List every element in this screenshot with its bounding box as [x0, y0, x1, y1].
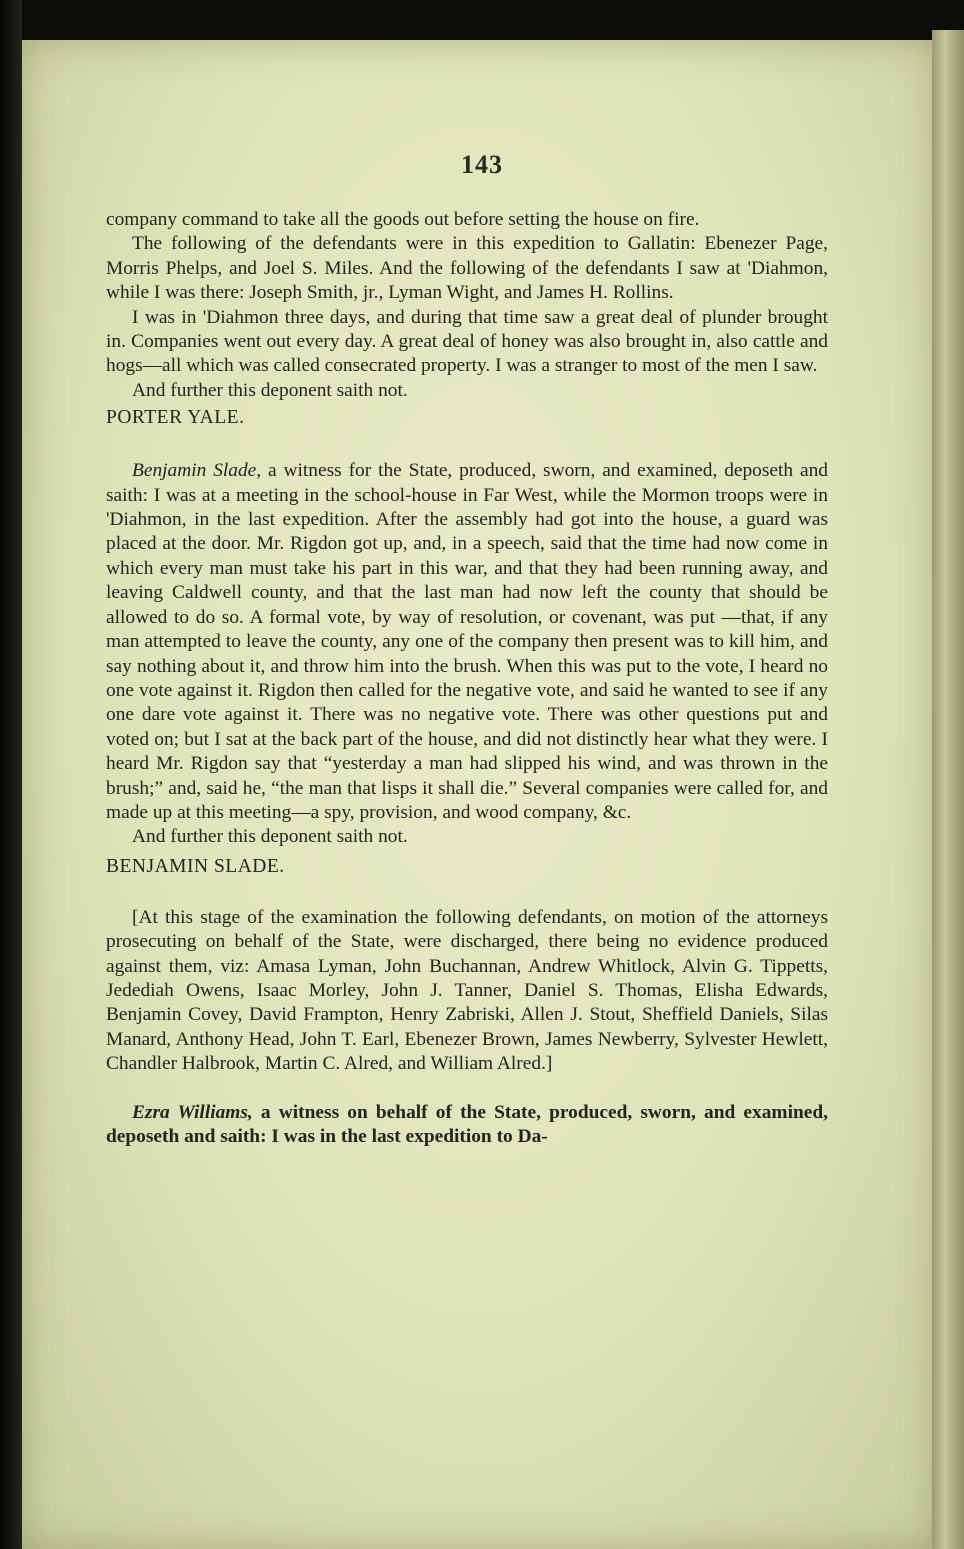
section-gap — [106, 882, 828, 906]
section-gap — [106, 1077, 828, 1101]
witness-name: Benjamin Slade, — [132, 460, 262, 482]
closing-line: And further this deponent saith not. — [132, 826, 408, 848]
paragraph-slade-testimony — [106, 459, 828, 825]
next-page-edge — [932, 30, 964, 1549]
paragraph-diahmon: I was in 'Diahmon three days, and during that time saw a great deal of plunder brought in. Companies went out every day. A great deal of honey was also brought in, also cattle and hogs—all which was called consecrated property. I was a stranger to most of the men I saw. — [106, 306, 828, 377]
page-number: 143 — [461, 150, 503, 179]
paragraph-williams-testimony — [106, 1101, 828, 1150]
book-gutter — [0, 0, 22, 1549]
closing-line: And further this deponent saith not. — [132, 379, 408, 401]
witness-name: Ezra Williams, — [132, 1101, 253, 1123]
page-body — [106, 208, 828, 1149]
paragraph-discharged-defendants: [At this stage of the examination the following defendants, on motion of the attorneys prosecuting on behalf of the State, were discharged, there being no evidence produced against them, viz: Amasa Lyman, John Buchannan, Andrew Whitlock, Alvin G. Tippetts, Jedediah Owens, Isaac Morley, John J. Tanner, Daniel S. Thomas, Elisha Edwards, Benjamin Covey, David Frampton, Henry Zabriski, Allen J. Stout, Sheffield Daniels, Silas Manard, Anthony Head, John T. Earl, Ebenezer Brown, James Newberry, Sylvester Hewlett, Chandler Halbrook, Martin C. Alred, and William Alred.] — [106, 906, 828, 1075]
signature-benjamin-slade: BENJAMIN SLADE. — [106, 855, 285, 877]
signature-porter-yale: PORTER YALE. — [106, 407, 245, 429]
paragraph-defendants: The following of the defendants were in this expedition to Gallatin: Ebenezer Page, Morris Phelps, and Joel S. Miles. And the following of the defendants I saw at 'Diahmon, while I was there: Joseph Smith, jr., Lyman Wight, and James H. Rollins. — [106, 233, 828, 304]
paragraph-continuation: company command to take all the goods out before setting the house on fire. — [106, 209, 700, 230]
testimony-text: a witness on behalf of the State, produced, sworn, and examined, deposeth and saith: I was in the last expedition to Da- — [106, 1101, 828, 1147]
testimony-text: a witness for the State, produced, sworn, and examined, deposeth and saith: I was at a meeting in the school-house in Far West, while the Mormon troops were in 'Diahmon, in the last expedition. After the assembly had got into the house, a guard was placed at the door. Mr. Rigdon got up, and, in a speech, said that the time had now come in which every man must take his part in this war, and that they had been running away, and leaving Caldwell county, and that the last man had now left the county that should be allowed to do so. A formal vote, by way of resolution, or covenant, was put —that, if any man attempted to leave the county, any one of the company then present was to kill him, and say nothing about it, and throw him into the brush. When this was put to the vote, I heard no one vote against it. Rigdon then called for the negative vote, and said he wanted to see if any one dare vote against it. There was no negative vote. There was other questions put and voted on; but I sat at the back part of the house, and did not distinctly hear what they were. I heard Mr. Rigdon say that “yesterday a man had slipped his wind, and was thrown in the brush;” and, said he, “the man that lisps it shall die.” Several companies were called for, and made up at this meeting—a spy, provision, and wood company, &c. — [106, 460, 829, 823]
section-gap — [106, 433, 828, 459]
